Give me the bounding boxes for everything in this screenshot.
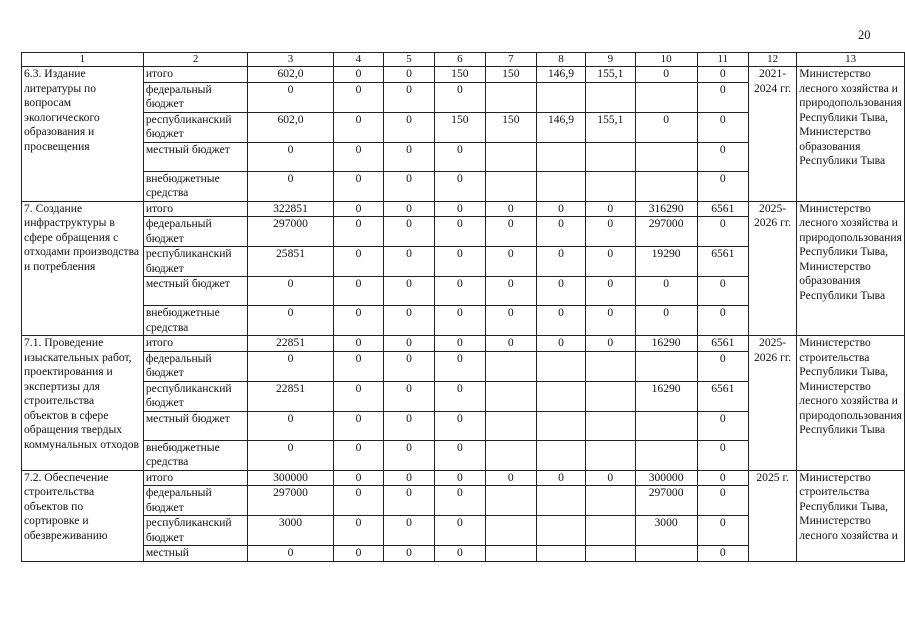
amount-cell: 602,0 [248,67,333,83]
amount-cell: 150 [485,67,536,83]
amount-cell [485,440,536,470]
amount-cell: 0 [434,201,485,217]
amount-cell: 0 [333,546,384,562]
amount-cell [586,486,635,516]
funding-source: итого [143,336,248,352]
column-number: 6 [434,53,485,67]
amount-cell [586,516,635,546]
amount-cell: 0 [434,336,485,352]
amount-cell: 0 [333,67,384,83]
amount-cell: 0 [697,142,748,171]
column-number: 3 [248,53,333,67]
amount-cell: 0 [333,336,384,352]
amount-cell: 0 [536,217,585,247]
amount-cell: 155,1 [586,112,635,142]
amount-cell: 0 [333,440,384,470]
table-row [22,470,905,486]
amount-cell: 0 [384,516,435,546]
amount-cell: 0 [333,381,384,411]
amount-cell: 0 [384,67,435,83]
amount-cell: 6561 [697,381,748,411]
amount-cell [485,381,536,411]
table-row [22,67,905,83]
funding-source: итого [143,201,248,217]
responsible-executor: Министерство строительства Республики Тыва, Министерство лесного хозяйства и природопользования Республики Тыва [797,336,905,471]
amount-cell [536,411,585,440]
amount-cell: 16290 [635,336,697,352]
amount-cell: 0 [434,486,485,516]
amount-cell [635,546,697,562]
amount-cell: 0 [697,67,748,83]
activity-name: 7.1. Проведение изыскательных работ, проектирования и экспертизы для строительства объектов в сфере обращения твердых коммунальных отходов [22,336,144,471]
amount-cell [586,82,635,112]
amount-cell [536,546,585,562]
funding-source: итого [143,67,248,83]
amount-cell: 0 [586,217,635,247]
amount-cell: 0 [384,277,435,306]
amount-cell: 0 [333,82,384,112]
column-number: 7 [485,53,536,67]
amount-cell [485,171,536,201]
amount-cell: 0 [697,411,748,440]
amount-cell [635,440,697,470]
amount-cell: 0 [586,247,635,277]
implementation-period: 2025-2026 гг. [748,336,796,471]
amount-cell [536,82,585,112]
amount-cell: 0 [384,440,435,470]
column-number: 4 [333,53,384,67]
amount-cell: 0 [434,546,485,562]
implementation-period: 2025-2026 гг. [748,201,796,336]
amount-cell: 0 [384,411,435,440]
amount-cell: 0 [434,470,485,486]
amount-cell: 150 [434,67,485,83]
amount-cell: 0 [635,277,697,306]
amount-cell: 0 [434,277,485,306]
amount-cell [485,516,536,546]
amount-cell: 0 [434,411,485,440]
amount-cell: 0 [333,306,384,336]
funding-source: местный бюджет [143,411,248,440]
amount-cell [536,381,585,411]
amount-cell: 0 [697,112,748,142]
amount-cell: 0 [536,247,585,277]
activity-name: 7. Создание инфраструктуры в сфере обращения с отходами производства и потребления [22,201,144,336]
column-number: 10 [635,53,697,67]
funding-source: республиканский бюджет [143,381,248,411]
responsible-executor: Министерство лесного хозяйства и природопользования Республики Тыва, Министерство образования Республики Тыва [797,201,905,336]
amount-cell: 300000 [635,470,697,486]
amount-cell: 0 [434,306,485,336]
amount-cell: 6561 [697,336,748,352]
amount-cell: 0 [697,82,748,112]
funding-source: внебюджетные средства [143,171,248,201]
amount-cell: 0 [586,201,635,217]
amount-cell: 0 [434,247,485,277]
header-row [22,53,905,67]
amount-cell: 0 [384,381,435,411]
table-row [22,336,905,352]
amount-cell [536,516,585,546]
amount-cell: 6561 [697,247,748,277]
funding-source: местный бюджет [143,277,248,306]
amount-cell [586,440,635,470]
column-number: 8 [536,53,585,67]
amount-cell: 3000 [635,516,697,546]
amount-cell: 146,9 [536,112,585,142]
funding-source: федеральный бюджет [143,82,248,112]
amount-cell: 25851 [248,247,333,277]
amount-cell [586,411,635,440]
amount-cell: 0 [434,82,485,112]
amount-cell: 22851 [248,336,333,352]
amount-cell: 0 [333,112,384,142]
amount-cell: 0 [333,277,384,306]
amount-cell: 0 [384,171,435,201]
amount-cell: 297000 [635,217,697,247]
funding-source: местный бюджет [143,142,248,171]
amount-cell: 0 [384,142,435,171]
amount-cell [586,171,635,201]
amount-cell: 0 [586,277,635,306]
amount-cell [586,381,635,411]
amount-cell: 0 [384,336,435,352]
column-number: 11 [697,53,748,67]
amount-cell: 0 [485,277,536,306]
amount-cell: 0 [485,217,536,247]
amount-cell: 0 [384,306,435,336]
activity-name: 7.2. Обеспечение строительства объектов по сортировке и обезвреживанию [22,470,144,561]
amount-cell: 0 [333,486,384,516]
amount-cell: 0 [248,411,333,440]
amount-cell: 602,0 [248,112,333,142]
responsible-executor: Министерство лесного хозяйства и природопользования Республики Тыва, Министерство образования Республики Тыва [797,67,905,202]
column-number: 2 [143,53,248,67]
amount-cell: 297000 [635,486,697,516]
amount-cell: 0 [434,217,485,247]
amount-cell [635,411,697,440]
amount-cell: 0 [248,440,333,470]
table-row [22,201,905,217]
amount-cell: 0 [635,67,697,83]
amount-cell: 0 [333,171,384,201]
amount-cell: 0 [384,486,435,516]
amount-cell: 16290 [635,381,697,411]
amount-cell [536,171,585,201]
funding-source: внебюджетные средства [143,440,248,470]
amount-cell: 0 [536,306,585,336]
amount-cell [485,486,536,516]
column-number: 9 [586,53,635,67]
amount-cell: 150 [485,112,536,142]
amount-cell [485,546,536,562]
implementation-period: 2021-2024 гг. [748,67,796,202]
amount-cell: 0 [635,306,697,336]
amount-cell: 0 [248,82,333,112]
amount-cell: 0 [485,247,536,277]
amount-cell: 0 [333,470,384,486]
implementation-period: 2025 г. [748,470,796,561]
amount-cell: 0 [384,112,435,142]
amount-cell: 0 [697,486,748,516]
column-number: 13 [797,53,905,67]
amount-cell: 0 [697,277,748,306]
amount-cell: 0 [384,351,435,381]
amount-cell: 0 [536,201,585,217]
amount-cell [485,142,536,171]
amount-cell: 0 [635,112,697,142]
amount-cell: 0 [248,171,333,201]
amount-cell: 0 [248,277,333,306]
amount-cell: 0 [536,470,585,486]
amount-cell [586,351,635,381]
amount-cell: 0 [434,440,485,470]
amount-cell: 0 [384,82,435,112]
amount-cell: 0 [586,306,635,336]
amount-cell: 0 [697,217,748,247]
amount-cell: 0 [697,351,748,381]
amount-cell: 0 [697,546,748,562]
amount-cell: 0 [536,277,585,306]
amount-cell: 322851 [248,201,333,217]
amount-cell: 0 [697,440,748,470]
funding-source: итого [143,470,248,486]
budget-table [21,52,905,562]
amount-cell: 297000 [248,486,333,516]
amount-cell: 19290 [635,247,697,277]
amount-cell: 0 [697,171,748,201]
amount-cell: 0 [384,470,435,486]
amount-cell: 0 [248,306,333,336]
funding-source: республиканский бюджет [143,247,248,277]
amount-cell [635,351,697,381]
amount-cell [586,546,635,562]
amount-cell: 146,9 [536,67,585,83]
amount-cell [635,142,697,171]
amount-cell: 0 [333,142,384,171]
amount-cell: 0 [333,411,384,440]
amount-cell: 0 [485,470,536,486]
amount-cell: 0 [384,546,435,562]
funding-source: федеральный бюджет [143,217,248,247]
amount-cell [635,171,697,201]
funding-source: федеральный бюджет [143,351,248,381]
funding-source: местный [143,546,248,562]
amount-cell: 0 [384,201,435,217]
amount-cell: 0 [434,351,485,381]
funding-source: федеральный бюджет [143,486,248,516]
responsible-executor: Министерство строительства Республики Тыва, Министерство лесного хозяйства и [797,470,905,561]
amount-cell: 0 [248,546,333,562]
amount-cell: 0 [434,171,485,201]
amount-cell: 297000 [248,217,333,247]
amount-cell: 0 [697,470,748,486]
amount-cell: 0 [536,336,585,352]
amount-cell: 6561 [697,201,748,217]
amount-cell: 0 [697,516,748,546]
amount-cell [586,142,635,171]
amount-cell [485,411,536,440]
amount-cell: 0 [333,516,384,546]
amount-cell: 316290 [635,201,697,217]
amount-cell: 0 [434,142,485,171]
amount-cell: 0 [697,306,748,336]
amount-cell: 300000 [248,470,333,486]
amount-cell: 0 [333,247,384,277]
funding-source: внебюджетные средства [143,306,248,336]
amount-cell [635,82,697,112]
amount-cell: 3000 [248,516,333,546]
amount-cell [485,82,536,112]
amount-cell: 0 [586,470,635,486]
amount-cell: 150 [434,112,485,142]
amount-cell: 0 [384,217,435,247]
amount-cell: 0 [333,217,384,247]
funding-source: республиканский бюджет [143,112,248,142]
amount-cell: 0 [248,142,333,171]
column-number: 1 [22,53,144,67]
amount-cell: 0 [485,201,536,217]
amount-cell [485,351,536,381]
amount-cell: 155,1 [586,67,635,83]
amount-cell: 0 [384,247,435,277]
amount-cell: 0 [485,306,536,336]
amount-cell: 0 [434,381,485,411]
amount-cell: 0 [485,336,536,352]
amount-cell: 0 [333,351,384,381]
amount-cell: 22851 [248,381,333,411]
activity-name: 6.3. Издание литературы по вопросам экологического образования и просвещения [22,67,144,202]
funding-source: республиканский бюджет [143,516,248,546]
amount-cell: 0 [586,336,635,352]
column-number: 12 [748,53,796,67]
amount-cell [536,440,585,470]
amount-cell: 0 [333,201,384,217]
amount-cell [536,142,585,171]
amount-cell: 0 [434,516,485,546]
amount-cell: 0 [248,351,333,381]
amount-cell [536,351,585,381]
column-number: 5 [384,53,435,67]
page-number: 20 [858,28,871,42]
amount-cell [536,486,585,516]
